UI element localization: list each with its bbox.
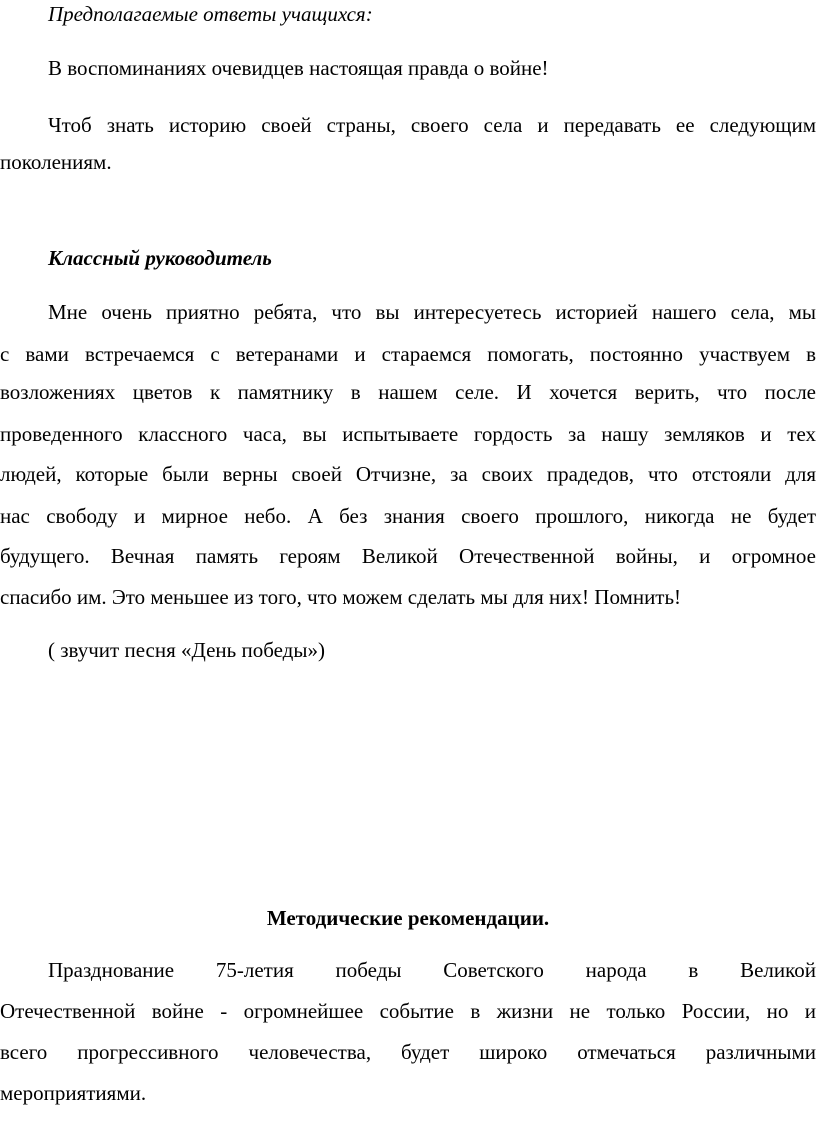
teacher-line-1: Мне очень приятно ребята, что вы интересуетесь историей нашего села, мы	[48, 300, 816, 324]
teacher-line-4: проведенного классного часа, вы испытываете гордость за нашу земляков и тех	[0, 422, 816, 446]
answer-2-line-2: поколениям.	[0, 150, 112, 174]
recommendations-line-4: мероприятиями.	[0, 1081, 147, 1105]
teacher-line-6: нас свободу и мирное небо. А без знания своего прошлого, никогда не будет	[0, 504, 816, 528]
teacher-line-7: будущего. Вечная память героям Великой Отечественной войны, и огромное	[0, 544, 816, 568]
song-note: ( звучит песня «День победы»)	[48, 638, 325, 662]
recommendations-line-2: Отечественной войне - огромнейшее событие в жизни не только России, но и	[0, 999, 816, 1023]
teacher-line-8: спасибо им. Это меньшее из того, что можем сделать мы для них! Помнить!	[0, 585, 682, 609]
recommendations-line-3: всего прогрессивного человечества, будет широко отмечаться различными	[0, 1040, 816, 1064]
teacher-heading: Классный руководитель	[48, 246, 272, 270]
teacher-line-5: людей, которые были верны своей Отчизне, за своих прадедов, что отстояли для	[0, 462, 816, 486]
recommendations-line-1: Празднование 75-летия победы Советского народа в Великой	[48, 958, 816, 982]
answer-1: В воспоминаниях очевидцев настоящая правда о войне!	[48, 56, 549, 80]
teacher-line-2: с вами встречаемся с ветеранами и стараемся помогать, постоянно участвуем в	[0, 342, 816, 366]
answers-heading: Предполагаемые ответы учащихся:	[48, 2, 373, 26]
teacher-line-3: возложениях цветов к памятнику в нашем селе. И хочется верить, что после	[0, 380, 816, 404]
recommendations-heading: Методические рекомендации.	[266, 906, 550, 930]
answer-2-line-1: Чтоб знать историю своей страны, своего села и передавать ее следующим	[48, 113, 816, 137]
